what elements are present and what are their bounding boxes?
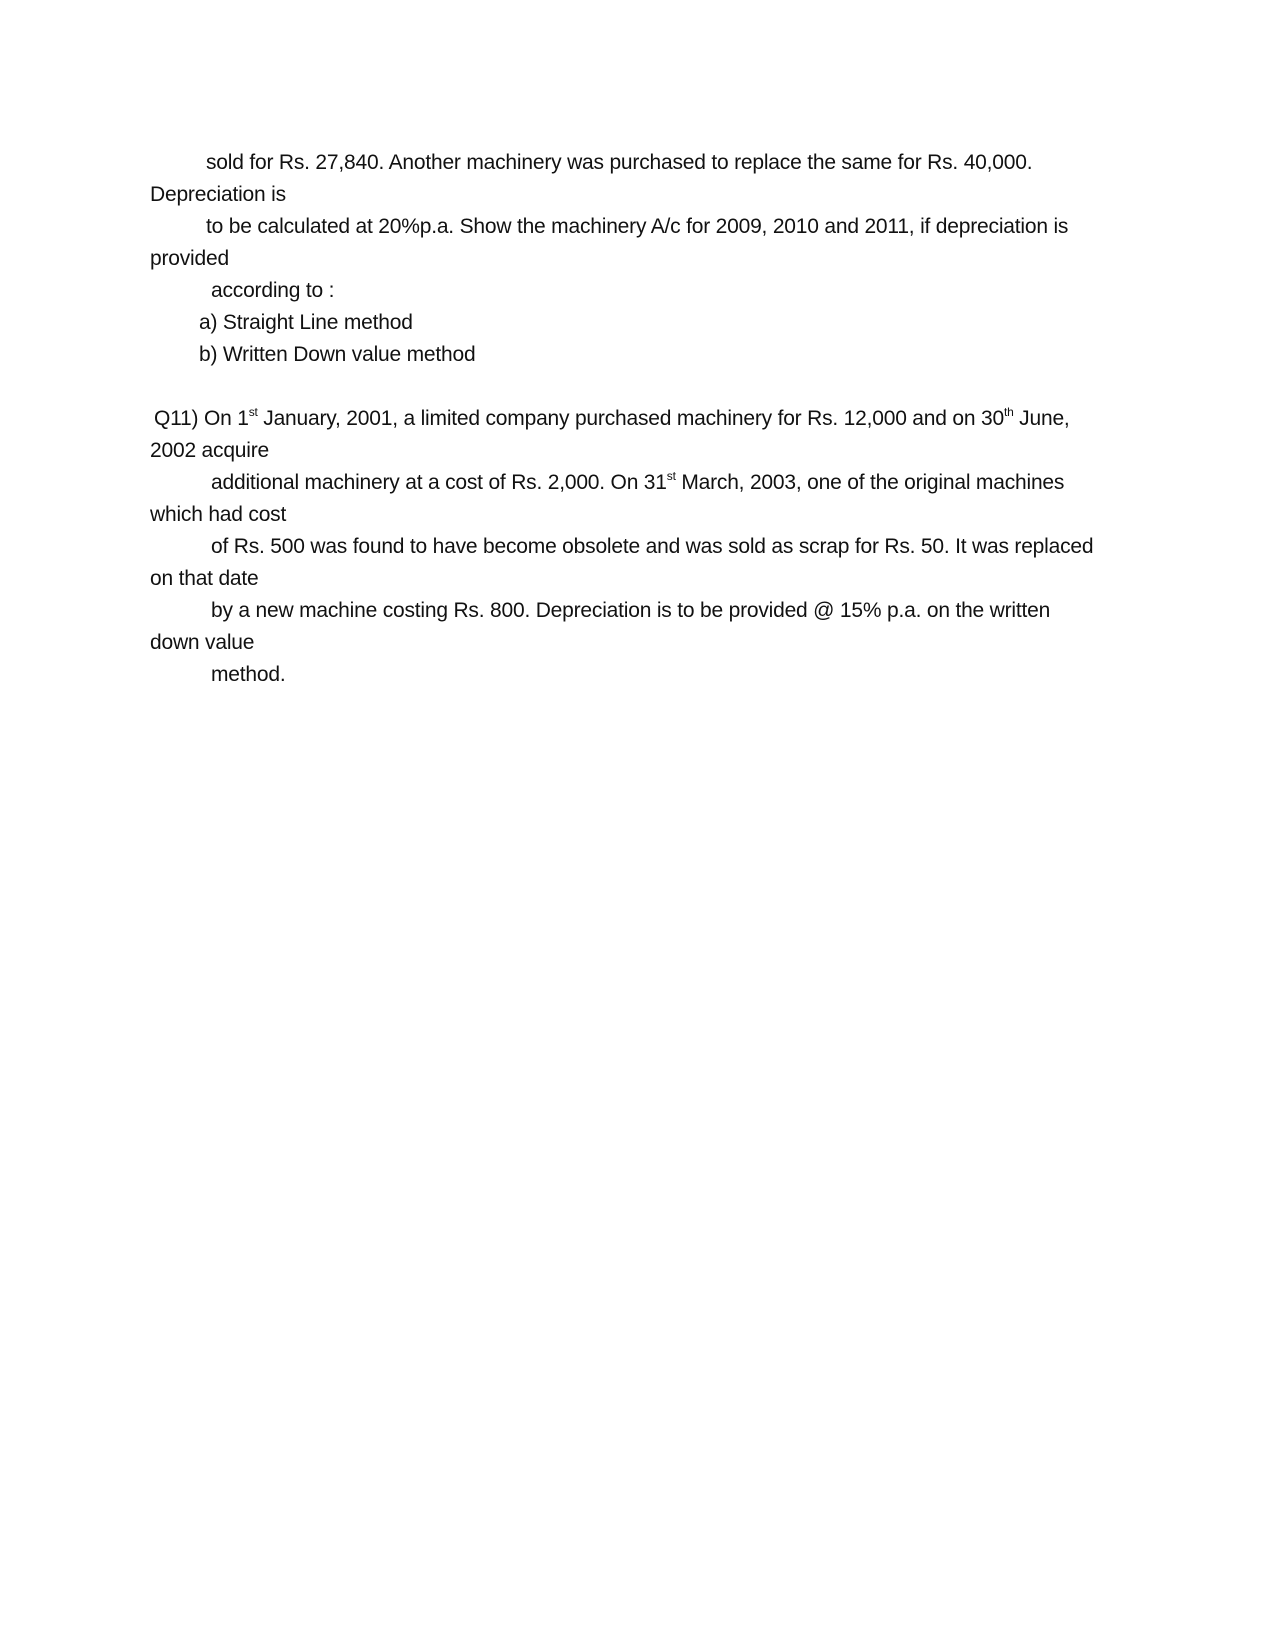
text-line: according to : — [211, 279, 335, 302]
text-line: down value — [150, 631, 255, 654]
text-line: sold for Rs. 27,840. Another machinery was purchased to replace the same for Rs. 40,000. — [206, 151, 1033, 174]
text-line: which had cost — [150, 503, 287, 526]
text-line: on that date — [150, 567, 259, 590]
ordinal-suffix: st — [248, 405, 258, 419]
text-line: method. — [211, 663, 286, 686]
text-line: provided — [150, 247, 229, 270]
text-segment: additional machinery at a cost of Rs. 2,000. On 31 — [211, 471, 667, 494]
list-item-b: b) Written Down value method — [199, 343, 476, 366]
text-line: to be calculated at 20%p.a. Show the machinery A/c for 2009, 2010 and 2011, if depreciation is — [206, 215, 1069, 238]
question-11-line-1 — [154, 407, 1070, 431]
text-line: of Rs. 500 was found to have become obsolete and was sold as scrap for Rs. 50. It was replaced — [211, 535, 1094, 558]
question-11-line-3 — [211, 471, 1064, 495]
text-segment: January, 2001, a limited company purchased machinery for Rs. 12,000 and on 30 — [257, 407, 1004, 430]
text-segment: June, — [1013, 407, 1070, 430]
text-segment: Q11) On 1 — [154, 407, 249, 430]
list-item-a: a) Straight Line method — [199, 311, 413, 334]
ordinal-suffix: th — [1003, 405, 1014, 419]
text-line: 2002 acquire — [150, 439, 270, 462]
text-segment: March, 2003, one of the original machines — [675, 471, 1065, 494]
ordinal-suffix: st — [666, 469, 676, 483]
text-line: Depreciation is — [150, 183, 286, 206]
text-line: by a new machine costing Rs. 800. Depreciation is to be provided @ 15% p.a. on the written — [211, 599, 1051, 622]
